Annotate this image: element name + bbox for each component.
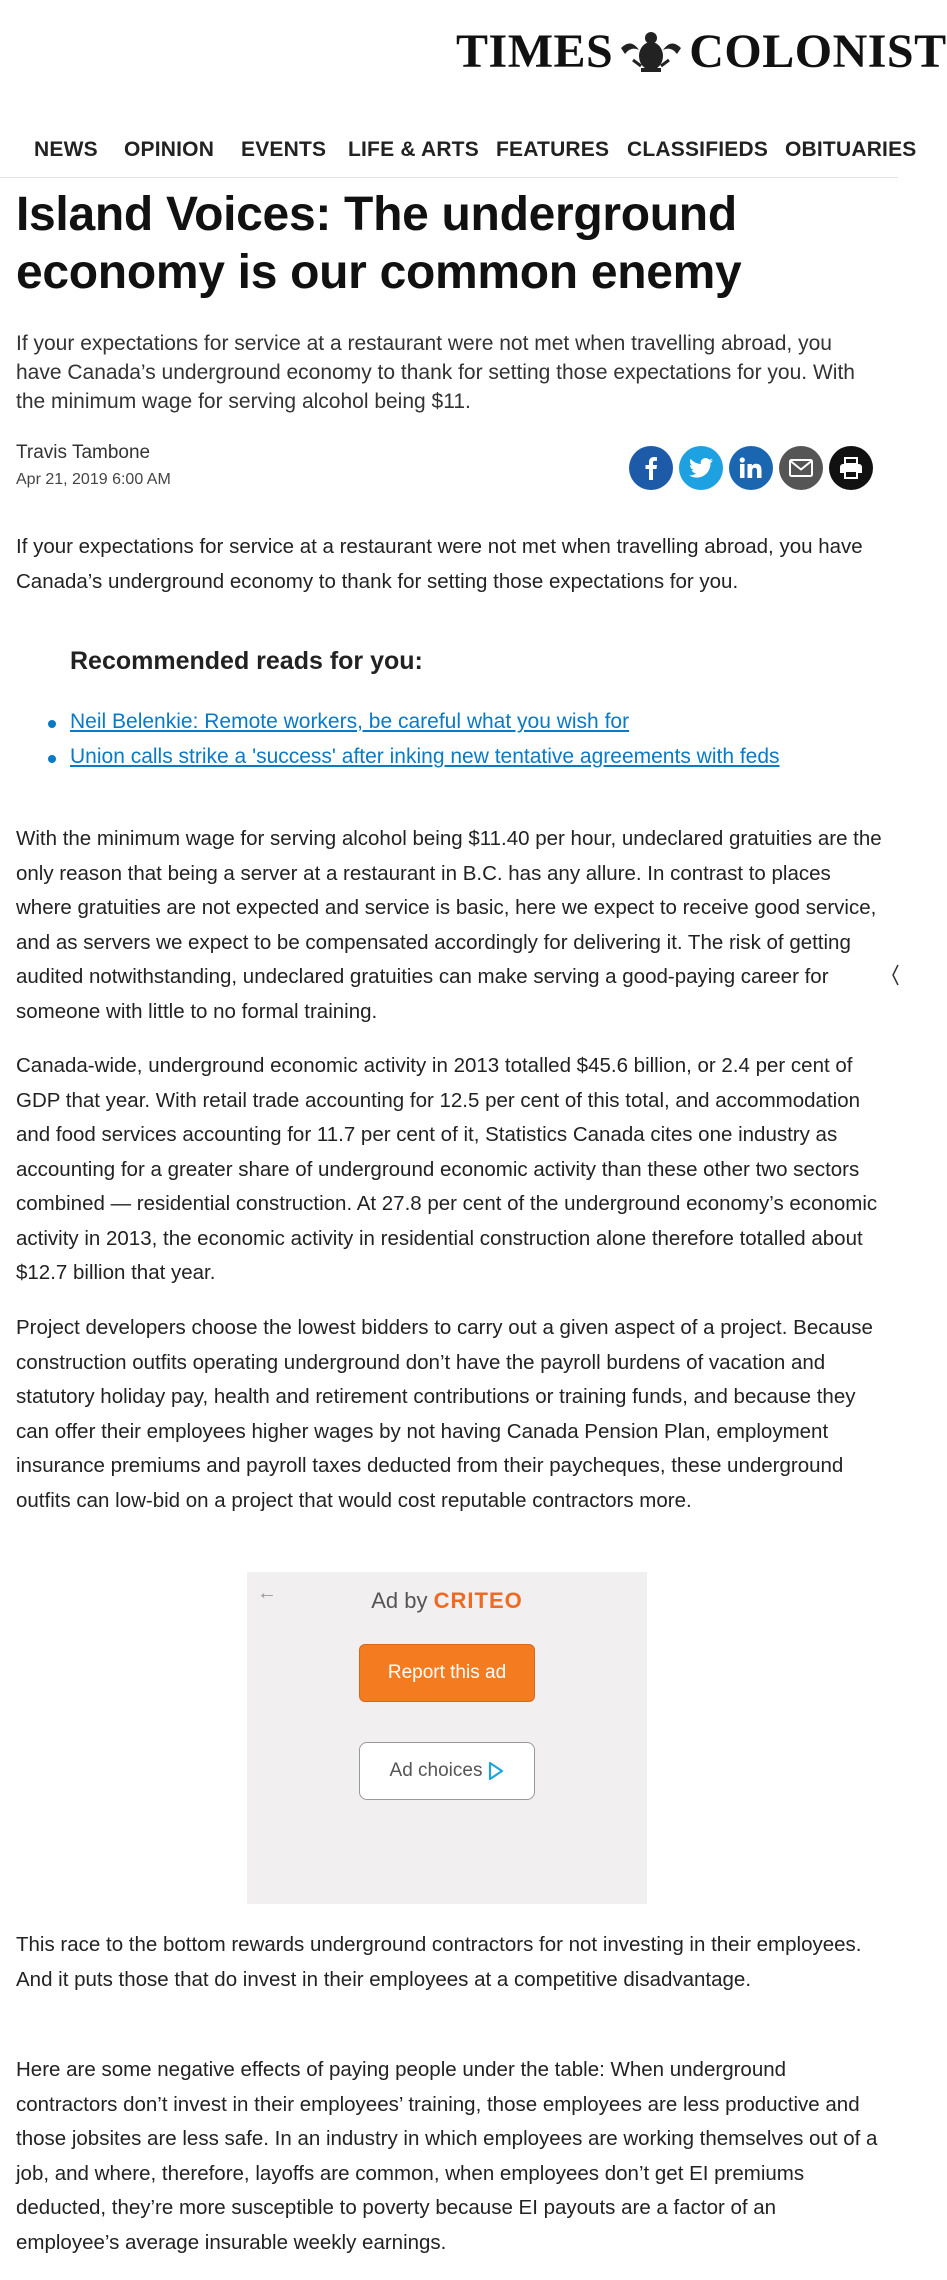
share-linkedin-button[interactable] xyxy=(729,446,773,490)
share-facebook-button[interactable] xyxy=(629,446,673,490)
ad-choices-icon xyxy=(488,1762,504,1780)
nav-item-opinion[interactable]: OPINION xyxy=(124,138,215,161)
logo-text-colonist: COLONIST xyxy=(689,25,947,78)
criteo-logo: CRITEO xyxy=(433,1588,523,1613)
article-intro: If your expectations for service at a restaurant were not met when travelling abroad, you have Canada’s underground economy to thank for setting those expectations for you. xyxy=(16,535,863,593)
facebook-icon xyxy=(641,456,661,480)
print-icon xyxy=(839,457,863,479)
article-paragraph: Here are some negative effects of paying people under the table: When underground contractors don’t invest in their employees’ training, those employees are less productive and those jobsites are less safe. In an industry in which employees are working themselves out of a job, and where, therefore, layoffs are common, when employees don’t get EI premiums deducted, they’re more susceptible to poverty because EI payouts are a factor of an employee’s average insurable weekly earnings. xyxy=(16,2058,878,2254)
article-dek: If your expectations for service at a restaurant were not met when travelling abroad, you have Canada’s underground economy to thank for setting those expectations for you. With the minimum wage for serving alcohol being $11. xyxy=(16,332,855,413)
publish-date: Apr 21, 2019 6:00 AM xyxy=(16,471,171,488)
crest-icon xyxy=(619,30,683,74)
recommended-title: Recommended reads for you: xyxy=(70,647,423,675)
list-bullet xyxy=(48,720,56,728)
nav-item-news[interactable]: NEWS xyxy=(34,138,98,161)
site-logo[interactable] xyxy=(456,25,947,78)
twitter-icon xyxy=(689,458,713,478)
author-name[interactable]: Travis Tambone xyxy=(16,442,151,463)
nav-item-life-arts[interactable]: LIFE & ARTS xyxy=(348,138,479,161)
share-email-button[interactable] xyxy=(779,446,823,490)
nav-item-events[interactable]: EVENTS xyxy=(241,138,327,161)
ad-container xyxy=(247,1572,647,1904)
scroll-edge-mark xyxy=(893,965,898,985)
ad-choices-label: Ad choices xyxy=(389,1760,483,1781)
nav-item-obituaries[interactable]: OBITUARIES xyxy=(785,138,917,161)
logo-text-times: TIMES xyxy=(456,25,614,78)
share-twitter-button[interactable] xyxy=(679,446,723,490)
email-icon xyxy=(789,459,813,477)
recommended-link[interactable]: Union calls strike a 'success' after inking new tentative agreements with feds xyxy=(70,745,780,768)
main-nav xyxy=(0,122,917,178)
print-button[interactable] xyxy=(829,446,873,490)
article-paragraph: With the minimum wage for serving alcohol being $11.40 per hour, undeclared gratuities are the only reason that being a server at a restaurant in B.C. has any allure. In contrast to places where gratuities are not expected and service is basic, here we expect to receive good service, and as servers we expect to be compensated accordingly for delivering it. The risk of getting audited notwithstanding, undeclared gratuities can make serving a good-paying career for someone with little to no formal training. xyxy=(16,827,882,1023)
recommended-link[interactable]: Neil Belenkie: Remote workers, be careful what you wish for xyxy=(70,710,630,733)
article-paragraph: Canada-wide, underground economic activity in 2013 totalled $45.6 billion, or 2.4 per cent of GDP that year. With retail trade accounting for 12.5 per cent of this total, and accommodation and food services accounting for 11.7 per cent of it, Statistics Canada cites one industry as accounting for a greater share of underground economic activity than these other two sectors combined — residential construction. At 27.8 per cent of the underground economy’s economic activity in 2013, the economic activity in residential construction alone therefore totalled about $12.7 billion that year. xyxy=(16,1054,878,1284)
back-arrow-icon[interactable]: ← xyxy=(257,1582,277,1604)
report-ad-button[interactable]: Report this ad xyxy=(359,1644,535,1702)
article-paragraph: This race to the bottom rewards underground contractors for not investing in their employees. And it puts those that do invest in their employees at a competitive disadvantage. xyxy=(16,1933,862,1991)
masthead xyxy=(0,0,947,120)
ad-by-label: Ad by xyxy=(371,1588,428,1613)
ad-attribution xyxy=(247,1588,647,1614)
nav-item-classifieds[interactable]: CLASSIFIEDS xyxy=(627,138,769,161)
nav-item-features[interactable]: FEATURES xyxy=(496,138,610,161)
ad-choices-button[interactable] xyxy=(359,1742,535,1800)
list-bullet xyxy=(48,755,56,763)
article-paragraph: Project developers choose the lowest bidders to carry out a given aspect of a project. Because construction outfits operating underground don’t have the payroll burdens of vacation and statutory holiday pay, health and retirement contributions or training funds, and because they can offer their employees higher wages by not having Canada Pension Plan, employment insurance premiums and payroll taxes deducted from their paycheques, these underground outfits can low-bid on a project that would cost reputable contractors more. xyxy=(16,1316,873,1512)
article-headline: Island Voices: The underground economy is our common enemy xyxy=(16,188,742,299)
linkedin-icon xyxy=(739,457,763,479)
